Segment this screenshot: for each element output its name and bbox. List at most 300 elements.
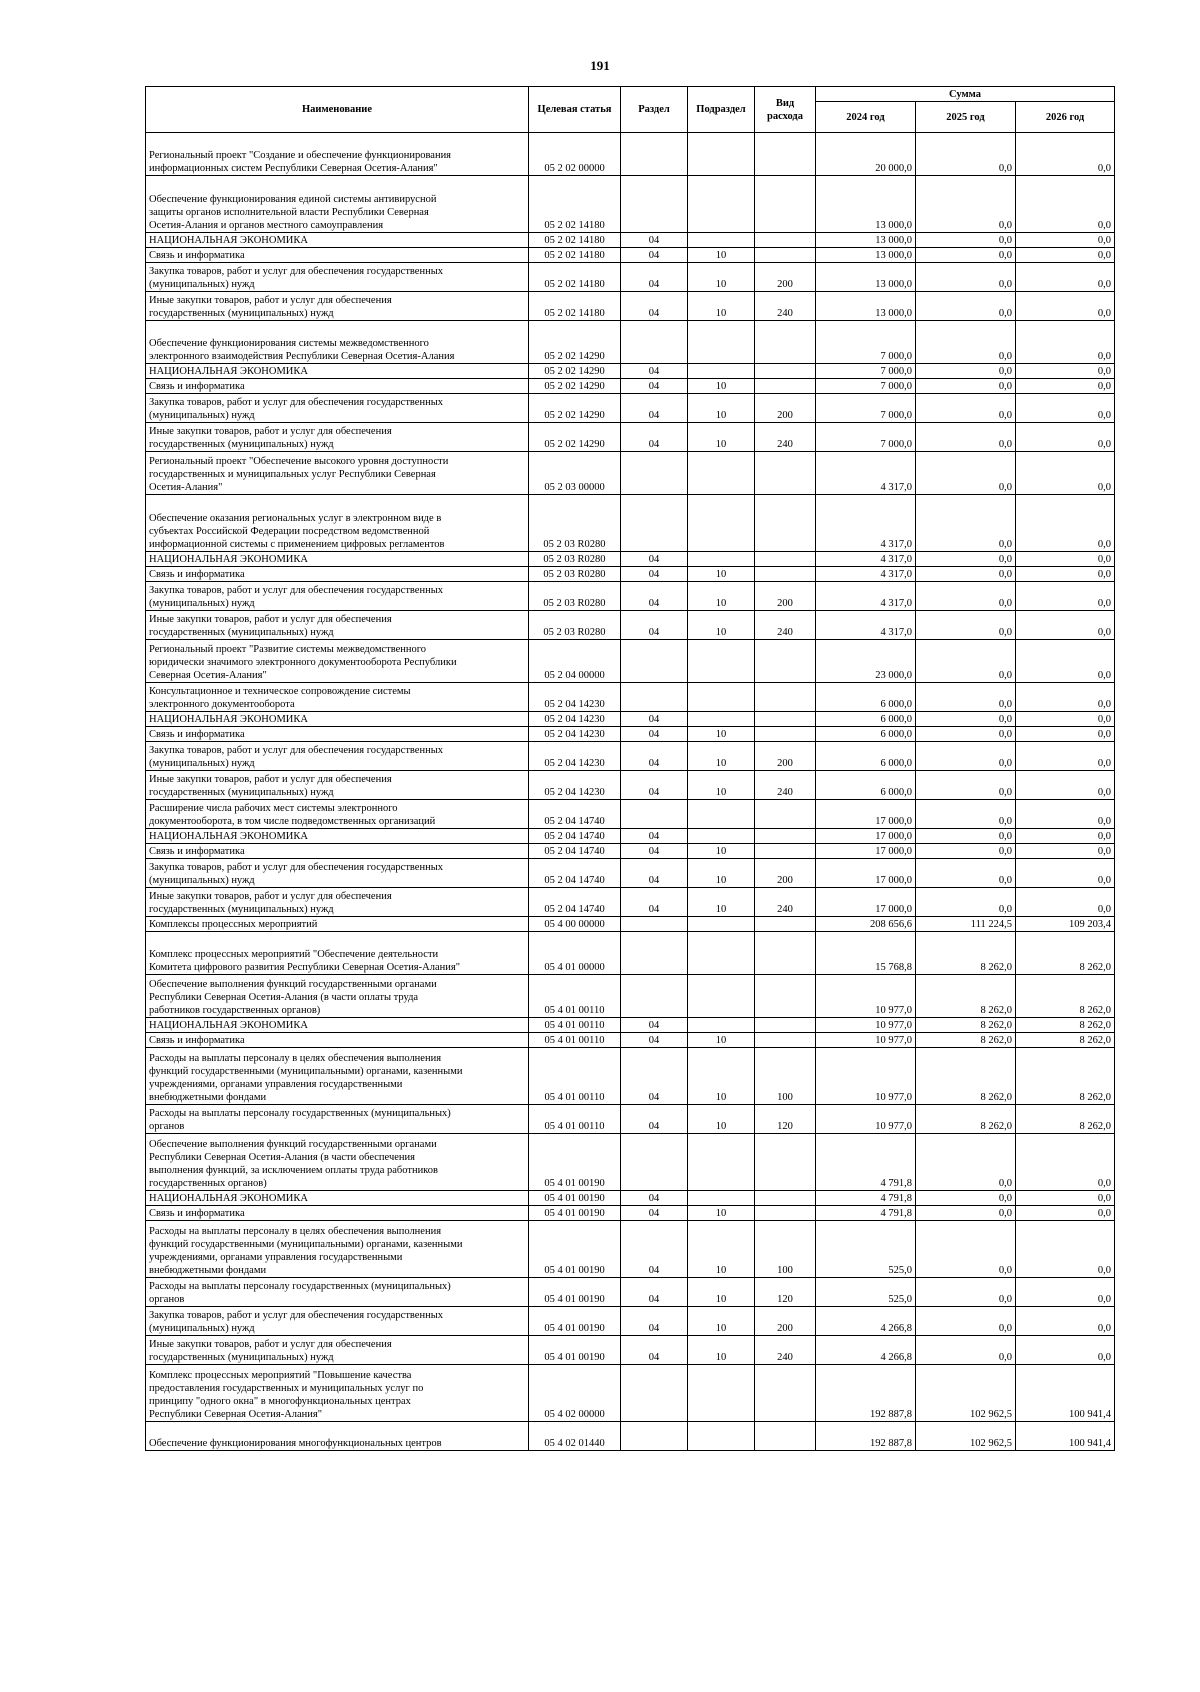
- table-row: [146, 1206, 1115, 1221]
- row-expense-type: [755, 233, 816, 248]
- row-sum-2024: 7 000,0: [816, 379, 916, 394]
- row-target-code: 05 2 04 14230: [529, 742, 621, 771]
- row-sum-2026: 0,0: [1016, 683, 1115, 712]
- row-section: 04: [621, 364, 688, 379]
- row-name: Расходы на выплаты персоналу государственных (муниципальных) органов: [146, 1105, 529, 1134]
- row-expense-type: [755, 321, 816, 364]
- row-sum-2026: 0,0: [1016, 364, 1115, 379]
- row-sum-2024: 7 000,0: [816, 321, 916, 364]
- row-name: Иные закупки товаров, работ и услуг для обеспечения государственных (муниципальных) нужд: [146, 423, 529, 452]
- row-name: НАЦИОНАЛЬНАЯ ЭКОНОМИКА: [146, 829, 529, 844]
- row-section: 04: [621, 611, 688, 640]
- row-sum-2025: 0,0: [916, 292, 1016, 321]
- row-subsection: [688, 932, 755, 975]
- row-name: Закупка товаров, работ и услуг для обеспечения государственных (муниципальных) нужд: [146, 263, 529, 292]
- row-sum-2025: 0,0: [916, 552, 1016, 567]
- row-subsection: [688, 364, 755, 379]
- row-sum-2026: 8 262,0: [1016, 1033, 1115, 1048]
- table-row: [146, 771, 1115, 800]
- row-sum-2024: 15 768,8: [816, 932, 916, 975]
- row-sum-2025: 111 224,5: [916, 917, 1016, 932]
- row-sum-2025: 0,0: [916, 1336, 1016, 1365]
- row-section: [621, 800, 688, 829]
- row-sum-2025: 0,0: [916, 248, 1016, 263]
- row-expense-type: [755, 932, 816, 975]
- table-row: [146, 248, 1115, 263]
- row-section: [621, 1422, 688, 1451]
- table-row: [146, 1191, 1115, 1206]
- row-subsection: 10: [688, 859, 755, 888]
- row-sum-2025: 0,0: [916, 1134, 1016, 1191]
- row-target-code: 05 2 02 14180: [529, 176, 621, 233]
- row-subsection: 10: [688, 394, 755, 423]
- row-subsection: 10: [688, 248, 755, 263]
- row-subsection: [688, 917, 755, 932]
- table-row: [146, 321, 1115, 364]
- row-sum-2024: 7 000,0: [816, 394, 916, 423]
- row-sum-2024: 17 000,0: [816, 800, 916, 829]
- row-target-code: 05 4 01 00110: [529, 1048, 621, 1105]
- row-sum-2026: 0,0: [1016, 1278, 1115, 1307]
- row-name: Обеспечение выполнения функций государственными органами Республики Северная Осетия-Алания (в части оплаты труда работников государственных органов): [146, 975, 529, 1018]
- row-sum-2024: 13 000,0: [816, 292, 916, 321]
- row-section: 04: [621, 888, 688, 917]
- row-expense-type: [755, 844, 816, 859]
- table-row: [146, 567, 1115, 582]
- row-expense-type: 100: [755, 1048, 816, 1105]
- table-row: [146, 1278, 1115, 1307]
- row-name: Связь и информатика: [146, 248, 529, 263]
- row-sum-2024: 13 000,0: [816, 248, 916, 263]
- row-section: 04: [621, 423, 688, 452]
- row-sum-2026: 0,0: [1016, 859, 1115, 888]
- row-sum-2025: 0,0: [916, 1278, 1016, 1307]
- row-subsection: 10: [688, 1105, 755, 1134]
- row-sum-2024: 4 791,8: [816, 1191, 916, 1206]
- row-sum-2026: 0,0: [1016, 742, 1115, 771]
- row-name: Закупка товаров, работ и услуг для обеспечения государственных (муниципальных) нужд: [146, 582, 529, 611]
- row-sum-2025: 0,0: [916, 727, 1016, 742]
- row-subsection: [688, 1365, 755, 1422]
- row-sum-2024: 192 887,8: [816, 1365, 916, 1422]
- header-section: Раздел: [621, 87, 688, 133]
- row-target-code: 05 2 02 14290: [529, 423, 621, 452]
- table-row: [146, 292, 1115, 321]
- row-section: 04: [621, 1033, 688, 1048]
- row-target-code: 05 2 02 14290: [529, 379, 621, 394]
- row-sum-2026: 0,0: [1016, 379, 1115, 394]
- row-target-code: 05 2 02 14290: [529, 394, 621, 423]
- row-subsection: [688, 1191, 755, 1206]
- row-sum-2025: 0,0: [916, 233, 1016, 248]
- row-sum-2025: 0,0: [916, 176, 1016, 233]
- table-row: [146, 1221, 1115, 1278]
- row-section: 04: [621, 859, 688, 888]
- table-row: [146, 1018, 1115, 1033]
- row-expense-type: [755, 567, 816, 582]
- table-row: [146, 742, 1115, 771]
- row-expense-type: 200: [755, 859, 816, 888]
- row-sum-2024: 4 317,0: [816, 611, 916, 640]
- row-subsection: 10: [688, 727, 755, 742]
- row-sum-2024: 525,0: [816, 1278, 916, 1307]
- row-section: 04: [621, 771, 688, 800]
- row-name: Региональный проект "Развитие системы межведомственного юридически значимого электронного документооборота Республики Северная Осетия-Алания": [146, 640, 529, 683]
- row-target-code: 05 2 04 00000: [529, 640, 621, 683]
- row-sum-2026: 0,0: [1016, 495, 1115, 552]
- row-name: Консультационное и техническое сопровождение системы электронного документооборота: [146, 683, 529, 712]
- row-target-code: 05 2 03 R0280: [529, 567, 621, 582]
- row-name: Региональный проект "Создание и обеспечение функционирования информационных систем Республики Северная Осетия-Алания": [146, 133, 529, 176]
- row-expense-type: [755, 379, 816, 394]
- row-subsection: 10: [688, 1048, 755, 1105]
- row-subsection: 10: [688, 888, 755, 917]
- table-row: [146, 917, 1115, 932]
- row-sum-2026: 8 262,0: [1016, 975, 1115, 1018]
- row-expense-type: 120: [755, 1105, 816, 1134]
- row-name: Иные закупки товаров, работ и услуг для обеспечения государственных (муниципальных) нужд: [146, 611, 529, 640]
- table-row: [146, 844, 1115, 859]
- row-sum-2025: 8 262,0: [916, 932, 1016, 975]
- row-sum-2025: 102 962,5: [916, 1422, 1016, 1451]
- row-sum-2025: 0,0: [916, 1191, 1016, 1206]
- row-section: 04: [621, 1307, 688, 1336]
- row-sum-2024: 6 000,0: [816, 771, 916, 800]
- row-expense-type: 240: [755, 888, 816, 917]
- row-subsection: 10: [688, 742, 755, 771]
- row-sum-2025: 0,0: [916, 742, 1016, 771]
- row-sum-2024: 17 000,0: [816, 844, 916, 859]
- row-sum-2026: 0,0: [1016, 452, 1115, 495]
- row-expense-type: 240: [755, 292, 816, 321]
- row-sum-2026: 0,0: [1016, 1206, 1115, 1221]
- row-sum-2025: 0,0: [916, 582, 1016, 611]
- row-expense-type: [755, 248, 816, 263]
- row-target-code: 05 2 02 14290: [529, 321, 621, 364]
- row-sum-2025: 0,0: [916, 379, 1016, 394]
- row-sum-2024: 192 887,8: [816, 1422, 916, 1451]
- row-sum-2026: 0,0: [1016, 133, 1115, 176]
- row-sum-2026: 0,0: [1016, 1191, 1115, 1206]
- row-name: Региональный проект "Обеспечение высокого уровня доступности государственных и муниципальных услуг Республики Северная Осетия-Алания": [146, 452, 529, 495]
- table-row: [146, 423, 1115, 452]
- table-row: [146, 582, 1115, 611]
- table-row: [146, 611, 1115, 640]
- row-sum-2024: 4 791,8: [816, 1134, 916, 1191]
- row-sum-2024: 208 656,6: [816, 917, 916, 932]
- row-subsection: 10: [688, 292, 755, 321]
- row-name: НАЦИОНАЛЬНАЯ ЭКОНОМИКА: [146, 364, 529, 379]
- row-sum-2025: 0,0: [916, 640, 1016, 683]
- row-name: Расходы на выплаты персоналу государственных (муниципальных) органов: [146, 1278, 529, 1307]
- row-sum-2024: 7 000,0: [816, 364, 916, 379]
- row-target-code: 05 4 01 00190: [529, 1206, 621, 1221]
- row-sum-2024: 4 317,0: [816, 552, 916, 567]
- table-row: [146, 640, 1115, 683]
- row-sum-2025: 0,0: [916, 133, 1016, 176]
- row-target-code: 05 4 01 00190: [529, 1278, 621, 1307]
- row-expense-type: [755, 452, 816, 495]
- row-name: Комплексы процессных мероприятий: [146, 917, 529, 932]
- row-expense-type: [755, 917, 816, 932]
- row-subsection: [688, 975, 755, 1018]
- row-target-code: 05 2 04 14740: [529, 888, 621, 917]
- row-name: Расширение числа рабочих мест системы электронного документооборота, в том числе подведомственных организаций: [146, 800, 529, 829]
- row-sum-2025: 102 962,5: [916, 1365, 1016, 1422]
- row-sum-2026: 0,0: [1016, 263, 1115, 292]
- header-2026: 2026 год: [1016, 102, 1115, 133]
- table-row: [146, 829, 1115, 844]
- row-name: Иные закупки товаров, работ и услуг для обеспечения государственных (муниципальных) нужд: [146, 292, 529, 321]
- row-sum-2026: 0,0: [1016, 844, 1115, 859]
- row-section: 04: [621, 1105, 688, 1134]
- row-sum-2026: 0,0: [1016, 394, 1115, 423]
- row-expense-type: [755, 364, 816, 379]
- row-sum-2026: 0,0: [1016, 1134, 1115, 1191]
- row-section: 04: [621, 1278, 688, 1307]
- row-sum-2024: 6 000,0: [816, 742, 916, 771]
- row-target-code: 05 2 04 14230: [529, 771, 621, 800]
- row-sum-2025: 0,0: [916, 611, 1016, 640]
- row-subsection: [688, 640, 755, 683]
- row-section: 04: [621, 1191, 688, 1206]
- row-name: НАЦИОНАЛЬНАЯ ЭКОНОМИКА: [146, 233, 529, 248]
- row-sum-2026: 8 262,0: [1016, 1048, 1115, 1105]
- row-expense-type: [755, 640, 816, 683]
- row-expense-type: 120: [755, 1278, 816, 1307]
- row-sum-2025: 0,0: [916, 452, 1016, 495]
- row-sum-2026: 100 941,4: [1016, 1365, 1115, 1422]
- row-sum-2024: 4 317,0: [816, 567, 916, 582]
- row-section: 04: [621, 379, 688, 394]
- row-expense-type: 200: [755, 742, 816, 771]
- table-row: [146, 552, 1115, 567]
- row-expense-type: [755, 712, 816, 727]
- row-section: 04: [621, 292, 688, 321]
- row-section: [621, 917, 688, 932]
- row-section: 04: [621, 567, 688, 582]
- row-sum-2025: 8 262,0: [916, 1018, 1016, 1033]
- table-row: [146, 176, 1115, 233]
- row-target-code: 05 2 02 14180: [529, 233, 621, 248]
- table-row: [146, 1048, 1115, 1105]
- row-subsection: [688, 712, 755, 727]
- table-row: [146, 1422, 1115, 1451]
- table-row: [146, 1307, 1115, 1336]
- row-target-code: 05 2 02 14180: [529, 248, 621, 263]
- row-section: 04: [621, 248, 688, 263]
- table-row: [146, 1365, 1115, 1422]
- row-sum-2026: 0,0: [1016, 1307, 1115, 1336]
- row-subsection: 10: [688, 1206, 755, 1221]
- row-sum-2026: 0,0: [1016, 1336, 1115, 1365]
- table-row: [146, 1336, 1115, 1365]
- header-2025: 2025 год: [916, 102, 1016, 133]
- row-expense-type: [755, 133, 816, 176]
- row-sum-2026: 0,0: [1016, 640, 1115, 683]
- table-row: [146, 1134, 1115, 1191]
- row-expense-type: 200: [755, 263, 816, 292]
- row-sum-2025: 0,0: [916, 1221, 1016, 1278]
- row-section: [621, 683, 688, 712]
- row-sum-2026: 109 203,4: [1016, 917, 1115, 932]
- row-sum-2024: 20 000,0: [816, 133, 916, 176]
- row-subsection: [688, 233, 755, 248]
- table-row: [146, 495, 1115, 552]
- row-name: Расходы на выплаты персоналу в целях обеспечения выполнения функций государственными (муниципальными) органами, казенными учреждениями, органами управления государственными внебюджетными фондами: [146, 1221, 529, 1278]
- row-name: Комплекс процессных мероприятий "Повышение качества предоставления государственных и муниципальных услуг по принципу "одного окна" в многофункциональных центрах Республики Северная Осетия-Алания": [146, 1365, 529, 1422]
- row-expense-type: [755, 495, 816, 552]
- row-section: 04: [621, 1018, 688, 1033]
- row-expense-type: 200: [755, 394, 816, 423]
- row-sum-2025: 0,0: [916, 712, 1016, 727]
- row-sum-2024: 6 000,0: [816, 712, 916, 727]
- row-sum-2025: 8 262,0: [916, 1105, 1016, 1134]
- row-target-code: 05 2 04 14230: [529, 683, 621, 712]
- row-name: Расходы на выплаты персоналу в целях обеспечения выполнения функций государственными (муниципальными) органами, казенными учреждениями, органами управления государственными внебюджетными фондами: [146, 1048, 529, 1105]
- table-row: [146, 727, 1115, 742]
- row-target-code: 05 2 03 R0280: [529, 582, 621, 611]
- row-sum-2024: 17 000,0: [816, 859, 916, 888]
- row-section: [621, 1365, 688, 1422]
- row-expense-type: [755, 975, 816, 1018]
- row-expense-type: [755, 683, 816, 712]
- row-subsection: 10: [688, 844, 755, 859]
- row-target-code: 05 4 00 00000: [529, 917, 621, 932]
- row-target-code: 05 4 01 00190: [529, 1336, 621, 1365]
- table-row: [146, 364, 1115, 379]
- row-expense-type: [755, 1191, 816, 1206]
- row-expense-type: 240: [755, 771, 816, 800]
- row-expense-type: [755, 1206, 816, 1221]
- row-sum-2024: 6 000,0: [816, 727, 916, 742]
- row-section: [621, 176, 688, 233]
- row-expense-type: 240: [755, 423, 816, 452]
- row-sum-2024: 525,0: [816, 1221, 916, 1278]
- row-name: Комплекс процессных мероприятий "Обеспечение деятельности Комитета цифрового развития Республики Северная Осетия-Алания": [146, 932, 529, 975]
- row-subsection: [688, 800, 755, 829]
- row-expense-type: 100: [755, 1221, 816, 1278]
- row-name: Обеспечение функционирования единой системы антивирусной защиты органов исполнительной власти Республики Северная Осетия-Алания и органов местного самоуправления: [146, 176, 529, 233]
- row-target-code: 05 4 01 00110: [529, 1018, 621, 1033]
- row-sum-2025: 0,0: [916, 1307, 1016, 1336]
- row-subsection: [688, 1018, 755, 1033]
- header-2024: 2024 год: [816, 102, 916, 133]
- row-expense-type: 200: [755, 1307, 816, 1336]
- row-name: НАЦИОНАЛЬНАЯ ЭКОНОМИКА: [146, 552, 529, 567]
- row-sum-2025: 8 262,0: [916, 1048, 1016, 1105]
- row-name: НАЦИОНАЛЬНАЯ ЭКОНОМИКА: [146, 712, 529, 727]
- row-sum-2026: 0,0: [1016, 292, 1115, 321]
- row-subsection: 10: [688, 1278, 755, 1307]
- row-sum-2024: 23 000,0: [816, 640, 916, 683]
- row-sum-2025: 0,0: [916, 800, 1016, 829]
- row-sum-2026: 0,0: [1016, 800, 1115, 829]
- row-target-code: 05 2 02 14180: [529, 292, 621, 321]
- row-sum-2025: 8 262,0: [916, 1033, 1016, 1048]
- row-sum-2025: 0,0: [916, 683, 1016, 712]
- row-expense-type: 200: [755, 582, 816, 611]
- row-target-code: 05 2 02 00000: [529, 133, 621, 176]
- row-section: [621, 640, 688, 683]
- table-row: [146, 233, 1115, 248]
- row-section: 04: [621, 233, 688, 248]
- row-sum-2024: 10 977,0: [816, 975, 916, 1018]
- row-sum-2024: 4 317,0: [816, 495, 916, 552]
- row-target-code: 05 2 04 14740: [529, 800, 621, 829]
- row-subsection: [688, 829, 755, 844]
- table-header: [146, 87, 1115, 133]
- row-section: 04: [621, 394, 688, 423]
- row-sum-2026: 0,0: [1016, 567, 1115, 582]
- header-expense-type: Вид расхода: [755, 87, 816, 133]
- row-sum-2026: 0,0: [1016, 1221, 1115, 1278]
- row-target-code: 05 4 02 00000: [529, 1365, 621, 1422]
- row-expense-type: [755, 176, 816, 233]
- row-target-code: 05 4 01 00190: [529, 1134, 621, 1191]
- row-subsection: 10: [688, 1033, 755, 1048]
- row-sum-2024: 10 977,0: [816, 1048, 916, 1105]
- row-sum-2024: 17 000,0: [816, 888, 916, 917]
- row-target-code: 05 2 04 14740: [529, 859, 621, 888]
- row-sum-2026: 0,0: [1016, 611, 1115, 640]
- row-target-code: 05 4 01 00000: [529, 932, 621, 975]
- row-sum-2025: 0,0: [916, 829, 1016, 844]
- row-expense-type: [755, 727, 816, 742]
- row-sum-2024: 6 000,0: [816, 683, 916, 712]
- row-subsection: [688, 495, 755, 552]
- row-target-code: 05 4 01 00110: [529, 975, 621, 1018]
- row-sum-2024: 17 000,0: [816, 829, 916, 844]
- table-row: [146, 1105, 1115, 1134]
- row-name: Связь и информатика: [146, 844, 529, 859]
- row-expense-type: [755, 1422, 816, 1451]
- row-name: Связь и информатика: [146, 379, 529, 394]
- row-sum-2026: 0,0: [1016, 582, 1115, 611]
- row-expense-type: [755, 1033, 816, 1048]
- budget-table: [145, 86, 1115, 1451]
- row-section: 04: [621, 1048, 688, 1105]
- row-expense-type: [755, 800, 816, 829]
- row-target-code: 05 2 03 00000: [529, 452, 621, 495]
- header-sum: Сумма: [816, 87, 1115, 102]
- row-sum-2026: 8 262,0: [1016, 1105, 1115, 1134]
- row-section: 04: [621, 844, 688, 859]
- row-section: 04: [621, 1336, 688, 1365]
- table-row: [146, 1033, 1115, 1048]
- header-target: Целевая статья: [529, 87, 621, 133]
- row-sum-2024: 4 266,8: [816, 1307, 916, 1336]
- row-sum-2026: 100 941,4: [1016, 1422, 1115, 1451]
- row-sum-2025: 0,0: [916, 771, 1016, 800]
- row-expense-type: [755, 552, 816, 567]
- row-target-code: 05 2 04 14230: [529, 712, 621, 727]
- table-body: [146, 133, 1115, 1451]
- header-subsection: Подраздел: [688, 87, 755, 133]
- row-name: Иные закупки товаров, работ и услуг для обеспечения государственных (муниципальных) нужд: [146, 1336, 529, 1365]
- row-target-code: 05 2 03 R0280: [529, 495, 621, 552]
- row-sum-2024: 10 977,0: [816, 1033, 916, 1048]
- header-name: Наименование: [146, 87, 529, 133]
- row-sum-2026: 0,0: [1016, 712, 1115, 727]
- row-sum-2024: 4 791,8: [816, 1206, 916, 1221]
- row-subsection: 10: [688, 1221, 755, 1278]
- row-target-code: 05 4 02 01440: [529, 1422, 621, 1451]
- row-section: [621, 1134, 688, 1191]
- row-target-code: 05 2 04 14230: [529, 727, 621, 742]
- row-expense-type: [755, 1018, 816, 1033]
- row-section: [621, 452, 688, 495]
